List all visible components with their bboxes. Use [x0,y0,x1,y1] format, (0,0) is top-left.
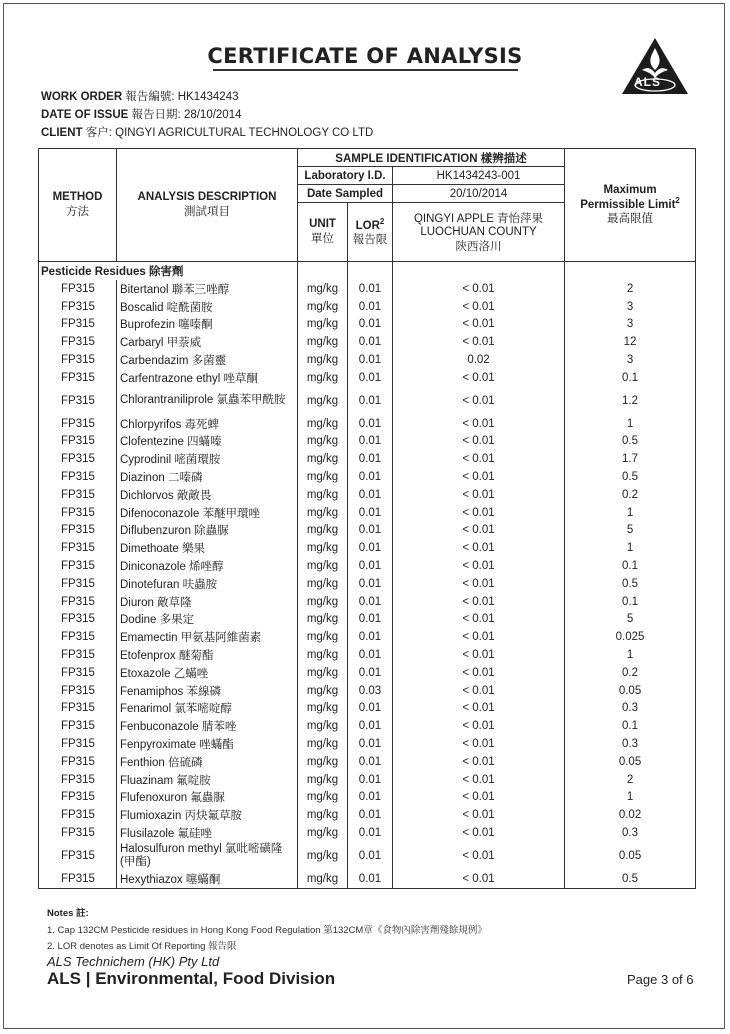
analysis-cell: Diazinon 二嗪磷 [117,468,298,486]
result-cell: < 0.01 [393,646,565,664]
table-row [39,682,696,700]
unit-cell: mg/kg [298,824,348,842]
sample-line-1: QINGYI APPLE 青怡萍果 [413,213,544,225]
table-row [39,824,696,842]
mpl-cell: 2 [565,280,696,298]
header-row-sample-id [39,149,696,167]
method-cell: FP315 [39,486,117,504]
method-header-label: METHOD [52,191,103,203]
lor-cell: 0.01 [348,611,393,629]
result-cell: < 0.01 [393,664,565,682]
mpl-cell: 3 [565,351,696,369]
lor-cell: 0.01 [348,415,393,433]
analysis-cell: Flumioxazin 丙炔氟草胺 [117,806,298,824]
sample-line-3: 陝西洛川 [455,241,502,253]
table-row [39,611,696,629]
mpl-header [565,149,696,262]
analysis-cell: Carbendazim 多菌靈 [117,351,298,369]
unit-cell: mg/kg [298,486,348,504]
mpl-cell: 0.05 [565,682,696,700]
unit-cell: mg/kg [298,806,348,824]
lor-cell: 0.03 [348,682,393,700]
unit-cell: mg/kg [298,468,348,486]
lor-cell: 0.01 [348,387,393,415]
table-row [39,351,696,369]
lor-cell: 0.01 [348,646,393,664]
table-row [39,842,696,870]
unit-cell: mg/kg [298,611,348,629]
note-item-2: 2. LOR denotes as Limit Of Reporting 報告限 [47,941,237,952]
result-cell: < 0.01 [393,824,565,842]
analysis-cell: Etoxazole 乙蟎唑 [117,664,298,682]
date-issue-label-zh: 報告日期: [131,109,181,121]
analysis-cell: Fenarimol 氯苯嘧啶醇 [117,700,298,718]
analysis-cell: Fenthion 倍硫磷 [117,753,298,771]
method-cell: FP315 [39,504,117,522]
unit-cell: mg/kg [298,682,348,700]
result-cell: < 0.01 [393,280,565,298]
result-cell: < 0.01 [393,771,565,789]
table-row [39,806,696,824]
date-sampled-value: 20/10/2014 [393,185,565,203]
method-cell: FP315 [39,333,117,351]
table-row [39,333,696,351]
method-cell: FP315 [39,824,117,842]
method-cell: FP315 [39,468,117,486]
mpl-cell: 0.1 [565,369,696,387]
mpl-cell: 1 [565,504,696,522]
lor-cell: 0.01 [348,539,393,557]
lor-header-label: LOR [355,219,380,232]
method-cell: FP315 [39,682,117,700]
table-row [39,522,696,540]
work-order-line [41,88,239,104]
analysis-cell: Flufenoxuron 氟蟲脲 [117,789,298,807]
division-name: ALS | Environmental, Food Division [47,969,336,988]
note-item-1: 1. Cap 132CM Pesticide residues in Hong Kong Food Regulation 第132CM章《食物內除害劑殘餘規例》 [47,925,487,936]
table-row [39,450,696,468]
unit-cell: mg/kg [298,771,348,789]
lor-cell: 0.01 [348,316,393,334]
unit-cell: mg/kg [298,387,348,415]
result-cell: < 0.01 [393,298,565,316]
table-row [39,700,696,718]
mpl-cell: 0.1 [565,717,696,735]
mpl-header-zh: 最高限值 [607,213,654,226]
mpl-cell: 2 [565,771,696,789]
analysis-cell: Etofenprox 醚菊酯 [117,646,298,664]
result-cell: < 0.01 [393,316,565,334]
table-row [39,539,696,557]
result-cell: < 0.01 [393,433,565,451]
method-cell: FP315 [39,646,117,664]
unit-cell: mg/kg [298,700,348,718]
unit-cell: mg/kg [298,735,348,753]
result-cell: < 0.01 [393,682,565,700]
lor-cell: 0.01 [348,468,393,486]
lor-cell: 0.01 [348,486,393,504]
section-row [39,262,696,281]
method-cell: FP315 [39,717,117,735]
lor-cell: 0.01 [348,450,393,468]
analysis-cell: Diniconazole 烯唑醇 [117,557,298,575]
table-row [39,628,696,646]
lor-cell: 0.01 [348,351,393,369]
result-cell: < 0.01 [393,700,565,718]
mpl-header-line2: Permissible Limit$^2$ [580,195,680,211]
mpl-cell: 0.5 [565,870,696,888]
unit-cell: mg/kg [298,646,348,664]
table-row [39,369,696,387]
section-spacer-unit [298,262,348,281]
analysis-cell: Chlorantraniliprole 氯蟲苯甲酰胺 [117,387,298,415]
result-cell: 0.02 [393,351,565,369]
result-cell: < 0.01 [393,870,565,888]
result-cell: < 0.01 [393,593,565,611]
result-cell: < 0.01 [393,504,565,522]
unit-cell: mg/kg [298,753,348,771]
mpl-cell: 1.2 [565,387,696,415]
date-sampled-label: Date Sampled [298,185,393,203]
method-cell: FP315 [39,415,117,433]
title-underline [213,69,518,71]
analysis-cell: Carbaryl 甲萘威 [117,333,298,351]
table-row [39,316,696,334]
analysis-cell: Boscalid 啶酰菌胺 [117,298,298,316]
method-cell: FP315 [39,522,117,540]
unit-cell: mg/kg [298,351,348,369]
mpl-header-line1: Maximum [603,183,657,196]
table-row [39,415,696,433]
table-row [39,557,696,575]
analysis-cell: Chlorpyrifos 毒死蜱 [117,415,298,433]
method-cell: FP315 [39,842,117,870]
results-table [38,148,696,889]
method-cell: FP315 [39,298,117,316]
unit-cell: mg/kg [298,369,348,387]
lor-cell: 0.01 [348,433,393,451]
analysis-cell: Hexythiazox 噻蟎酮 [117,870,298,888]
method-cell: FP315 [39,789,117,807]
unit-cell: mg/kg [298,522,348,540]
mpl-cell: 0.05 [565,753,696,771]
unit-cell: mg/kg [298,450,348,468]
client-label-zh: 客户: [85,127,112,139]
mpl-cell: 0.1 [565,593,696,611]
method-cell: FP315 [39,700,117,718]
result-cell: < 0.01 [393,735,565,753]
result-cell: < 0.01 [393,717,565,735]
mpl-cell: 1.7 [565,450,696,468]
table-row [39,771,696,789]
company-name: ALS Technichem (HK) Pty Ltd [47,954,220,969]
table-row [39,486,696,504]
table-row [39,433,696,451]
lor-cell: 0.01 [348,522,393,540]
section-spacer-result [393,262,565,281]
method-cell: FP315 [39,664,117,682]
analysis-cell: Emamectin 甲氨基阿維菌素 [117,628,298,646]
lor-cell: 0.01 [348,870,393,888]
unit-cell: mg/kg [298,504,348,522]
table-row [39,468,696,486]
lor-cell: 0.01 [348,735,393,753]
lor-cell: 0.01 [348,298,393,316]
unit-cell: mg/kg [298,415,348,433]
mpl-cell: 0.02 [565,806,696,824]
mpl-cell: 5 [565,522,696,540]
table-row [39,575,696,593]
analysis-cell: Dodine 多果定 [117,611,298,629]
unit-cell: mg/kg [298,870,348,888]
lor-superscript: 2 [379,216,385,226]
unit-cell: mg/kg [298,298,348,316]
lor-header [348,203,393,262]
mpl-cell: 12 [565,333,696,351]
method-cell: FP315 [39,575,117,593]
lor-cell: 0.01 [348,842,393,870]
method-cell: FP315 [39,771,117,789]
lor-cell: 0.01 [348,806,393,824]
analysis-header-label-zh: 測試項目 [184,206,230,218]
lor-cell: 0.01 [348,369,393,387]
mpl-superscript: 2 [675,195,680,205]
method-cell: FP315 [39,806,117,824]
table-row [39,753,696,771]
analysis-cell: Buprofezin 噻嗪酮 [117,316,298,334]
method-cell: FP315 [39,611,117,629]
analysis-cell: Fluazinam 氟啶胺 [117,771,298,789]
mpl-cell: 1 [565,415,696,433]
work-order-label: WORK ORDER [41,91,123,103]
table-row [39,735,696,753]
result-cell: < 0.01 [393,369,565,387]
unit-cell: mg/kg [298,842,348,870]
lor-cell: 0.01 [348,557,393,575]
result-cell: < 0.01 [393,333,565,351]
mpl-cell: 0.5 [565,433,696,451]
unit-cell: mg/kg [298,717,348,735]
method-cell: FP315 [39,753,117,771]
analysis-cell: Dichlorvos 敵敵畏 [117,486,298,504]
unit-cell: mg/kg [298,539,348,557]
mpl-cell: 0.05 [565,842,696,870]
mpl-cell: 0.025 [565,628,696,646]
result-cell: < 0.01 [393,557,565,575]
client-value: QINGYI AGRICULTURAL TECHNOLOGY CO LTD [115,127,374,139]
result-cell: < 0.01 [393,628,565,646]
analysis-cell: Fenamiphos 苯線磷 [117,682,298,700]
lor-cell: 0.01 [348,789,393,807]
work-order-label-zh: 報告編號: [125,91,175,103]
lor-cell: 0.01 [348,717,393,735]
lor-cell: 0.01 [348,333,393,351]
mpl-cell: 0.2 [565,486,696,504]
work-order-value: HK1434243 [177,91,239,103]
mpl-cell: 3 [565,298,696,316]
unit-cell: mg/kg [298,628,348,646]
method-cell: FP315 [39,316,117,334]
analysis-cell: Bitertanol 聯苯三唑醇 [117,280,298,298]
analysis-cell: Dinotefuran 呋蟲胺 [117,575,298,593]
analysis-header-label: ANALYSIS DESCRIPTION [137,191,277,203]
unit-cell: mg/kg [298,433,348,451]
result-cell: < 0.01 [393,539,565,557]
mpl-cell: 0.5 [565,468,696,486]
lor-cell: 0.01 [348,575,393,593]
lor-cell: 0.01 [348,593,393,611]
mpl-cell: 0.3 [565,700,696,718]
result-cell: < 0.01 [393,468,565,486]
document-title: CERTIFICATE OF ANALYSIS [207,44,523,68]
method-header-label-zh: 方法 [66,206,89,218]
analysis-cell: Flusilazole 氟硅唑 [117,824,298,842]
analysis-cell: Diflubenzuron 除蟲脲 [117,522,298,540]
method-cell: FP315 [39,628,117,646]
unit-cell: mg/kg [298,280,348,298]
result-cell: < 0.01 [393,842,565,870]
method-cell: FP315 [39,735,117,753]
method-cell: FP315 [39,280,117,298]
table-row [39,646,696,664]
lor-cell: 0.01 [348,824,393,842]
method-header [39,149,117,262]
unit-cell: mg/kg [298,557,348,575]
result-cell: < 0.01 [393,450,565,468]
table-row [39,504,696,522]
analysis-cell: Cyprodinil 嘧菌環胺 [117,450,298,468]
result-cell: < 0.01 [393,611,565,629]
table-row [39,717,696,735]
logo-label: ALS [634,75,661,89]
lab-id-label: Laboratory I.D. [298,167,393,185]
section-spacer-lor [348,262,393,281]
method-cell: FP315 [39,387,117,415]
method-cell: FP315 [39,539,117,557]
mpl-cell: 0.3 [565,824,696,842]
method-cell: FP315 [39,450,117,468]
method-cell: FP315 [39,351,117,369]
client-line [41,124,373,140]
analysis-cell: Clofentezine 四蟎嗪 [117,433,298,451]
method-cell: FP315 [39,593,117,611]
analysis-cell: Halosulfuron methyl 氯吡嘧磺隆(甲酯) [117,842,298,870]
analysis-cell: Difenoconazole 苯醚甲環唑 [117,504,298,522]
result-cell: < 0.01 [393,789,565,807]
mpl-cell: 3 [565,316,696,334]
lor-cell: 0.01 [348,504,393,522]
result-cell: < 0.01 [393,486,565,504]
mpl-cell: 1 [565,646,696,664]
method-cell: FP315 [39,870,117,888]
mpl-cell: 1 [565,789,696,807]
result-cell: < 0.01 [393,753,565,771]
mpl-cell: 5 [565,611,696,629]
table-row [39,870,696,888]
sample-line-2: LUOCHUAN COUNTY [420,226,537,238]
method-cell: FP315 [39,557,117,575]
result-cell: < 0.01 [393,806,565,824]
notes-title: Notes 註: [47,908,89,919]
table-row [39,298,696,316]
lab-id-value: HK1434243-001 [393,167,565,185]
mpl-cell: 1 [565,539,696,557]
analysis-cell: Fenpyroximate 唑蟎酯 [117,735,298,753]
analysis-cell: Fenbuconazole 腈苯唑 [117,717,298,735]
table-row [39,280,696,298]
mpl-cell: 0.5 [565,575,696,593]
unit-cell: mg/kg [298,593,348,611]
lor-cell: 0.01 [348,753,393,771]
mpl-cell: 0.2 [565,664,696,682]
result-cell: < 0.01 [393,387,565,415]
lor-cell: 0.01 [348,628,393,646]
result-cell: < 0.01 [393,415,565,433]
client-label: CLIENT [41,127,83,139]
lor-cell: 0.01 [348,280,393,298]
method-cell: FP315 [39,433,117,451]
mpl-cell: 0.1 [565,557,696,575]
unit-cell: mg/kg [298,575,348,593]
method-cell: FP315 [39,369,117,387]
result-cell: < 0.01 [393,522,565,540]
mpl-cell: 0.3 [565,735,696,753]
page-number: Page 3 of 6 [627,972,694,987]
section-spacer-mpl [565,262,696,281]
section-title: Pesticide Residues 除害劑 [39,262,298,281]
unit-cell: mg/kg [298,333,348,351]
table-row [39,593,696,611]
sample-description-header [393,203,565,262]
table-row [39,387,696,415]
unit-header-zh: 單位 [311,233,334,245]
unit-cell: mg/kg [298,789,348,807]
analysis-header [117,149,298,262]
table-row [39,789,696,807]
lor-cell: 0.01 [348,664,393,682]
unit-cell: mg/kg [298,316,348,334]
unit-header [298,203,348,262]
analysis-cell: Carfentrazone ethyl 唑草酮 [117,369,298,387]
table-row [39,664,696,682]
unit-cell: mg/kg [298,664,348,682]
unit-header-label: UNIT [309,218,336,230]
sample-identification-header: SAMPLE IDENTIFICATION 樣辨描述 [298,149,565,167]
result-cell: < 0.01 [393,575,565,593]
lor-cell: 0.01 [348,700,393,718]
date-issue-value: 28/10/2014 [183,109,242,121]
analysis-cell: Diuron 敵草隆 [117,593,298,611]
lor-cell: 0.01 [348,771,393,789]
analysis-cell: Dimethoate 樂果 [117,539,298,557]
date-issue-label: DATE OF ISSUE [41,109,129,121]
date-of-issue-line [41,106,242,122]
lor-header-zh: 報告限 [352,234,388,247]
